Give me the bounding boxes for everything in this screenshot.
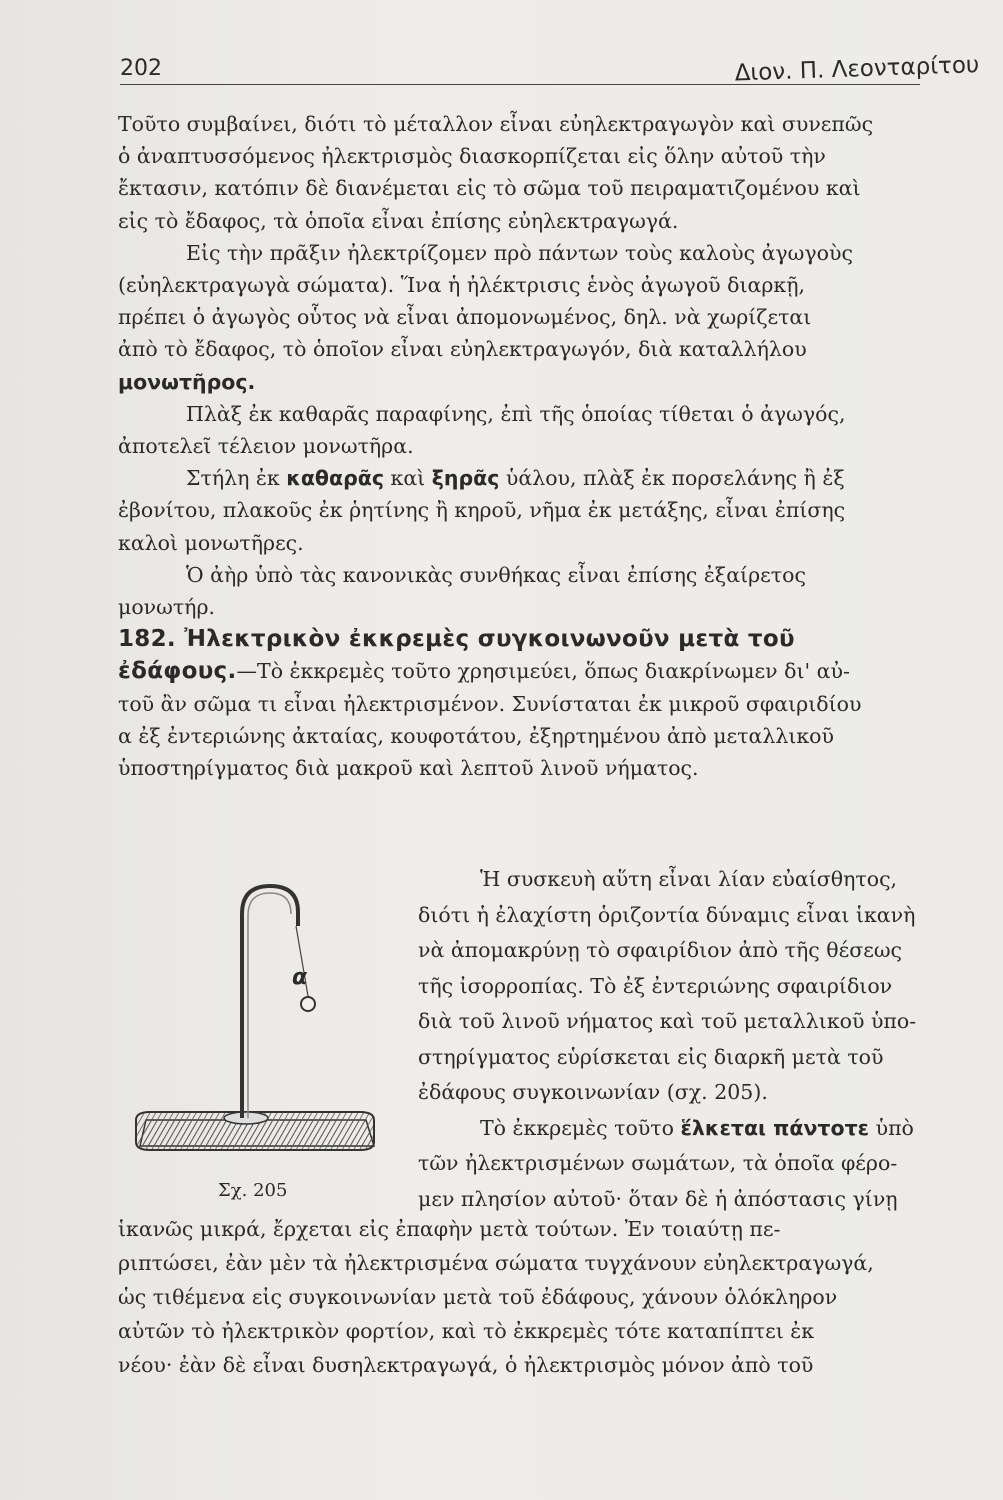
pendulum-figure: [128, 880, 378, 1220]
header-rule: [120, 84, 920, 85]
text-line: ὡς τιθέμενα εἰς συγκοινωνίαν μετὰ τοῦ ἐδάφους, χάνουν ὁλόκληρον: [118, 1285, 838, 1309]
section-heading-cont: ἐδάφους.: [118, 658, 237, 685]
text-line: ριπτώσει, ἐὰν μὲν τὰ ἠλεκτρισμένα σώματα τυγχάνουν εὐηλεκτραγωγά,: [118, 1251, 874, 1275]
tail-text: [118, 1212, 978, 1382]
text-line: ἱκανῶς μικρά, ἔρχεται εἰς ἐπαφὴν μετὰ τούτων. Ἐν τοιαύτῃ πε-: [118, 1217, 781, 1241]
bold-term: καθαρᾶς: [286, 466, 384, 491]
text-line: καλοὶ μονωτῆρες.: [118, 530, 304, 555]
bold-term: μονωτῆρος.: [118, 369, 256, 394]
text-line: στηρίγματος εὑρίσκεται εἰς διαρκῆ μετὰ τοῦ: [418, 1044, 884, 1069]
text-line: (εὐηλεκτραγωγὰ σώματα). Ἵνα ἡ ἠλέκτρισις ἑνὸς ἀγωγοῦ διαρκῇ,: [118, 273, 806, 298]
metal-support-inner: [248, 893, 291, 1118]
text-line: εἰς τὸ ἔδαφος, τὰ ὁποῖα εἶναι ἐπίσης εὐηλεκτραγωγά.: [118, 208, 679, 233]
text-line: Πλὰξ ἐκ καθαρᾶς παραφίνης, ἐπὶ τῆς ὁποίας τίθεται ὁ ἀγωγός,: [186, 401, 846, 426]
text-line: [118, 462, 968, 494]
pith-ball: [301, 997, 315, 1011]
text-line: νὰ ἀπομακρύνῃ τὸ σφαιρίδιον ἀπὸ τῆς θέσεως: [418, 938, 903, 962]
text-line: νέου· ἐὰν δὲ εἶναι δυσηλεκτραγωγά, ὁ ἠλεκτρισμὸς μόνον ἀπὸ τοῦ: [118, 1353, 814, 1377]
bold-term: ξηρᾶς: [431, 466, 500, 491]
text-line: ἔκτασιν, κατόπιν δὲ διανέμεται εἰς τὸ σῶμα τοῦ πειραματιζομένου καὶ: [118, 176, 861, 201]
body-text: [118, 108, 968, 784]
text-line: ὑποστηρίγματος διὰ μακροῦ καὶ λεπτοῦ λινοῦ νήματος.: [118, 756, 699, 781]
stand-foot: [224, 1112, 268, 1124]
text-line: ὁ ἀναπτυσσόμενος ἠλεκτρισμὸς διασκορπίζεται εἰς ὅλην αὐτοῦ τὴν: [118, 144, 826, 169]
text-span: Στήλη ἐκ: [186, 466, 280, 491]
text-line: τοῦ ἂν σῶμα τι εἶναι ἠλεκτρισμένον. Συνίσταται ἐκ μικροῦ σφαιριδίου: [118, 691, 862, 716]
wrap-paragraph: [418, 862, 978, 1217]
figure-caption: Σχ. 205: [218, 1180, 288, 1201]
text-line: ἐβονίτου, πλακοῦς ἐκ ῥητίνης ἢ κηροῦ, νῆμα ἐκ μετάξης, εἶναι ἐπίσης: [118, 498, 846, 523]
text-line: α ἐξ ἐντεριώνης ἀκταίας, κουφοτάτου, ἐξηρτημένου ἀπὸ μεταλλικοῦ: [118, 723, 834, 748]
text-line: Ὁ ἀὴρ ὑπὸ τὰς κανονικὰς συνθήκας εἶναι ἐπίσης ἐξαίρετος: [186, 562, 806, 587]
text-line: τῆς ἰσορροπίας. Τὸ ἐξ ἐντεριώνης σφαιρίδιον: [418, 973, 893, 998]
text-span: —Τὸ ἐκκρεμὲς τοῦτο χρησιμεύει, ὅπως διακρίνωμεν δι' αὐ-: [236, 659, 850, 684]
text-line: Τοῦτο συμβαίνει, διότι τὸ μέταλλον εἶναι εὐηλεκτραγωγὸν καὶ συνεπῶς: [118, 112, 874, 136]
figure-label: α: [292, 965, 308, 990]
text-line: ἀποτελεῖ τέλειον μονωτῆρα.: [118, 434, 414, 459]
text-span: Τὸ ἐκκρεμὲς τοῦτο: [480, 1115, 674, 1140]
bold-term: ἕλκεται πάντοτε: [680, 1115, 870, 1140]
text-line: μονωτήρ.: [118, 595, 216, 620]
text-line: διότι ἡ ἐλαχίστη ὁριζοντία δύναμις εἶναι ἱκανὴ: [418, 902, 916, 927]
page-number: 202: [120, 56, 162, 81]
section-heading: 182. Ἠλεκτρικὸν ἐκκρεμὲς συγκοινωνοῦν μετὰ τοῦ: [118, 626, 795, 653]
text-span: ὑπὸ: [875, 1115, 914, 1140]
text-line: Ἡ συσκευὴ αὕτη εἶναι λίαν εὐαίσθητος,: [480, 867, 898, 891]
text-line: [418, 1111, 978, 1147]
metal-support: [242, 886, 298, 1118]
page-header: [120, 48, 980, 88]
text-line: διὰ τοῦ λινοῦ νήματος καὶ τοῦ μεταλλικοῦ ὑπο-: [418, 1009, 917, 1033]
text-line: μεν πλησίον αὐτοῦ· ὅταν δὲ ἡ ἀπόστασις γίνῃ: [418, 1186, 898, 1211]
running-head: Διον. Π. Λεονταρίτου: [734, 52, 980, 87]
text-line: αὐτῶν τὸ ἠλεκτρικὸν φορτίον, καὶ τὸ ἐκκρεμὲς τότε καταπίπτει ἐκ: [118, 1319, 815, 1343]
text-span: καὶ: [390, 466, 426, 491]
text-line: τῶν ἠλεκτρισμένων σωμάτων, τὰ ὁποῖα φέρο-: [418, 1151, 898, 1175]
text-line: ἐδάφους συγκοινωνίαν (σχ. 205).: [418, 1080, 768, 1104]
text-line: ἀπὸ τὸ ἔδαφος, τὸ ὁποῖον εἶναι εὐηλεκτραγωγόν, διὰ καταλλήλου: [118, 337, 807, 362]
text-line: [118, 655, 968, 687]
text-line: Εἰς τὴν πρᾶξιν ἠλεκτρίζομεν πρὸ πάντων τοὺς καλοὺς ἀγωγοὺς: [186, 240, 853, 265]
text-span: ὑάλου, πλὰξ ἐκ πορσελάνης ἢ ἐξ: [505, 466, 845, 491]
text-line: πρέπει ὁ ἀγωγὸς οὗτος νὰ εἶναι ἀπομονωμένος, δηλ. νὰ χωρίζεται: [118, 305, 812, 330]
